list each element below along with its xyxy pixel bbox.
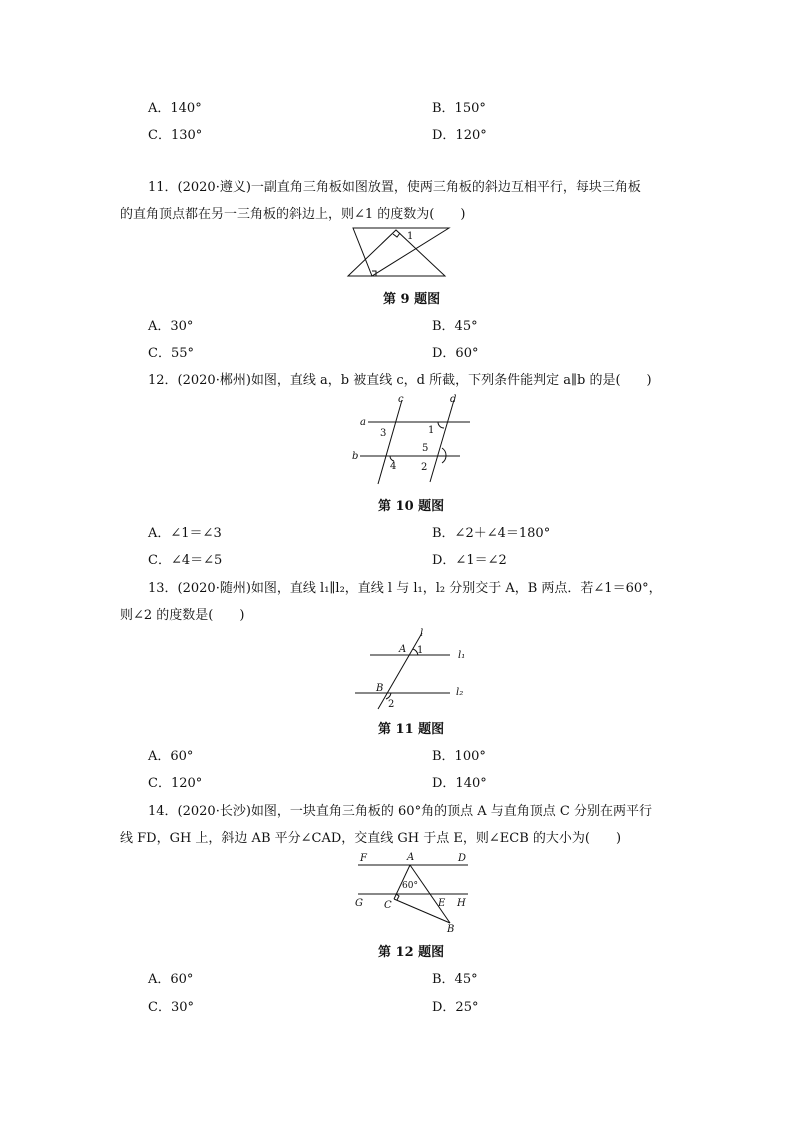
q13-option-b: B．100° xyxy=(432,749,486,764)
q12-option-a: A．∠1＝∠3 xyxy=(148,526,222,541)
q12-option-c: C．∠4＝∠5 xyxy=(148,553,223,568)
q11-option-c: C．55° xyxy=(148,346,194,361)
q11-option-d: D．60° xyxy=(432,346,479,361)
q13-point-b-label: B xyxy=(376,683,384,694)
q13-text-line1: 13．(2020·随州)如图，直线 l₁∥l₂，直线 l 与 l₁，l₂ 分别交于 A，B 两点．若∠1＝60°， xyxy=(148,581,662,596)
q14-point-h-label: H xyxy=(457,898,466,909)
q14-option-a: A．60° xyxy=(148,972,194,987)
q11-option-b: B．45° xyxy=(432,319,478,334)
q13-option-d: D．140° xyxy=(432,776,487,791)
q11-text-line1: 11．(2020·遵义)一副直角三角板如图放置，使两三角板的斜边互相平行，每块三角板 xyxy=(148,180,641,195)
q13-option-a: A．60° xyxy=(148,749,194,764)
q10-option-b: B．150° xyxy=(432,101,486,116)
q10-option-a: A．140° xyxy=(148,101,202,116)
q14-point-b-label: B xyxy=(447,924,455,935)
q14-point-f-label: F xyxy=(360,853,367,864)
q12-line-a-label: a xyxy=(360,417,366,428)
q12-option-b: B．∠2＋∠4＝180° xyxy=(432,526,551,541)
q12-option-d: D．∠1＝∠2 xyxy=(432,553,507,568)
q13-option-c: C．120° xyxy=(148,776,203,791)
q12-line-d-label: d xyxy=(450,394,457,405)
q12-angle-3-label: 3 xyxy=(380,428,387,439)
q14-point-d-label: D xyxy=(458,853,467,864)
q14-angle-60-label: 60° xyxy=(402,881,418,891)
q14-point-e-label: E xyxy=(438,898,446,909)
q14-option-b: B．45° xyxy=(432,972,478,987)
q13-point-a-label: A xyxy=(399,644,407,655)
q12-text-line1: 12．(2020·郴州)如图，直线 a，b 被直线 c，d 所截，下列条件能判定 a∥b 的是( ) xyxy=(148,373,652,388)
q14-text-line1: 14．(2020·长沙)如图，一块直角三角板的 60°角的顶点 A 与直角顶点 C 分别在两平行 xyxy=(148,804,652,819)
q11-option-a: A．30° xyxy=(148,319,194,334)
q14-point-c-label: C xyxy=(384,900,392,911)
q12-angle-5-label: 5 xyxy=(422,443,429,454)
q14-figure-caption: 第 12 题图 xyxy=(378,945,445,960)
q14-figure xyxy=(350,848,475,933)
q13-angle-2-label: 2 xyxy=(388,699,395,710)
q11-figure-caption: 第 9 题图 xyxy=(383,292,441,307)
q13-figure xyxy=(350,625,475,710)
q12-angle-4-label: 4 xyxy=(390,461,397,472)
q13-angle-1-label: 1 xyxy=(417,645,424,656)
q11-figure xyxy=(345,225,455,280)
q14-option-d: D．25° xyxy=(432,1000,479,1015)
q13-line-l2-label: l₂ xyxy=(456,687,464,698)
q13-text-line2: 则∠2 的度数是( ) xyxy=(120,608,245,623)
q14-point-g-label: G xyxy=(355,898,363,909)
q12-figure-caption: 第 10 题图 xyxy=(378,499,445,514)
q10-option-d: D．120° xyxy=(432,128,487,143)
q13-figure-caption: 第 11 题图 xyxy=(378,722,445,737)
q13-line-l1-label: l₁ xyxy=(458,650,466,661)
q12-figure xyxy=(350,392,475,487)
q14-point-a-label: A xyxy=(407,852,415,863)
q14-option-c: C．30° xyxy=(148,1000,194,1015)
q13-line-l-label: l xyxy=(420,628,424,639)
q12-line-b-label: b xyxy=(352,451,359,462)
q11-text-line2: 的直角顶点都在另一三角板的斜边上，则∠1 的度数为( ) xyxy=(120,207,466,222)
q12-line-c-label: c xyxy=(398,394,404,405)
q12-angle-2-label: 2 xyxy=(421,462,428,473)
q11-angle-1-label: 1 xyxy=(407,231,414,242)
q14-text-line2: 线 FD，GH 上，斜边 AB 平分∠CAD，交直线 GH 于点 E，则∠ECB 的大小为( ) xyxy=(120,831,622,846)
q10-option-c: C．130° xyxy=(148,128,203,143)
q12-angle-1-label: 1 xyxy=(428,425,435,436)
